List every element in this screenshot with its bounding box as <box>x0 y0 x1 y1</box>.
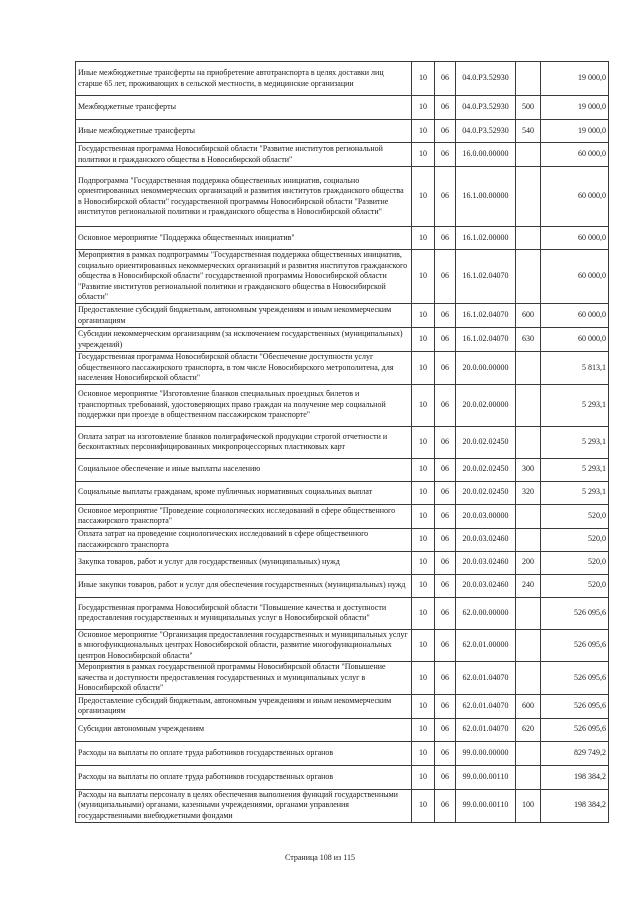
amount-value: 520,0 <box>541 528 609 551</box>
expense-type-code: 600 <box>516 694 541 718</box>
table-row <box>76 765 609 789</box>
budget-item-name: Иные закупки товаров, работ и услуг для обеспечения государственных (муниципальных) нужд <box>76 574 412 597</box>
target-article-code: 62.0.01.04070 <box>456 694 516 718</box>
amount-value: 829 749,2 <box>541 741 609 765</box>
budget-item-name: Оплата затрат на изготовление бланков полиграфической продукции строгой отчетности и бесконтактных персонифицированных микропроцессорных пластиковых карт <box>76 426 412 458</box>
target-article-code: 20.0.02.02450 <box>456 458 516 481</box>
table-row <box>76 328 609 352</box>
budget-item-name: Иные межбюджетные трансферты <box>76 120 412 143</box>
expense-type-code <box>516 250 541 304</box>
table-row <box>76 304 609 328</box>
table-row <box>76 96 609 120</box>
budget-item-name: Основное мероприятие "Проведение социологических исследований в сфере общественного пассажирского транспорта" <box>76 504 412 528</box>
expense-type-code: 320 <box>516 481 541 504</box>
expense-type-code: 620 <box>516 718 541 741</box>
section-code: 10 <box>412 328 435 352</box>
expense-type-code <box>516 426 541 458</box>
target-article-code: 99.0.00.00110 <box>456 789 516 822</box>
subsection-code: 06 <box>435 765 456 789</box>
budget-item-name: Иные межбюджетные трансферты на приобретение автотранспорта в целях доставки лиц старше 65 лет, проживающих в сельской местности, в медицинские организации <box>76 62 412 96</box>
subsection-code: 06 <box>435 96 456 120</box>
target-article-code: 99.0.00.00110 <box>456 765 516 789</box>
expense-type-code: 600 <box>516 304 541 328</box>
table-row <box>76 662 609 695</box>
target-article-code: 16.1.02.04070 <box>456 304 516 328</box>
table-row <box>76 62 609 96</box>
subsection-code: 06 <box>435 426 456 458</box>
budget-item-name: Подпрограмма "Государственная поддержка общественных инициатив, социально ориентированных некоммерческих организаций и развития институтов гражданского общества в Новосибирской области" государственной программы Новосибирской области "Развитие институтов региональной политики и гражданского общества в Новосибирской области" <box>76 167 412 227</box>
expense-type-code <box>516 597 541 629</box>
table-row <box>76 167 609 227</box>
subsection-code: 06 <box>435 120 456 143</box>
budget-item-name: Расходы на выплаты по оплате труда работников государственных органов <box>76 741 412 765</box>
amount-value: 198 384,2 <box>541 765 609 789</box>
expense-type-code <box>516 352 541 385</box>
table-row <box>76 250 609 304</box>
budget-item-name: Государственная программа Новосибирской области "Повышение качества и доступности предоставления государственных и муниципальных услуг в Новосибирской области" <box>76 597 412 629</box>
amount-value: 526 095,6 <box>541 718 609 741</box>
amount-value: 198 384,2 <box>541 789 609 822</box>
section-code: 10 <box>412 765 435 789</box>
target-article-code: 20.0.00.00000 <box>456 352 516 385</box>
section-code: 10 <box>412 481 435 504</box>
amount-value: 19 000,0 <box>541 62 609 96</box>
table-row <box>76 694 609 718</box>
budget-table-body <box>76 62 609 823</box>
subsection-code: 06 <box>435 574 456 597</box>
section-code: 10 <box>412 120 435 143</box>
target-article-code: 20.0.02.02450 <box>456 481 516 504</box>
section-code: 10 <box>412 597 435 629</box>
subsection-code: 06 <box>435 143 456 167</box>
table-row <box>76 458 609 481</box>
amount-value: 5 293,1 <box>541 384 609 426</box>
subsection-code: 06 <box>435 662 456 695</box>
target-article-code: 20.0.03.02460 <box>456 574 516 597</box>
table-row <box>76 143 609 167</box>
section-code: 10 <box>412 574 435 597</box>
section-code: 10 <box>412 352 435 385</box>
expense-type-code <box>516 629 541 662</box>
section-code: 10 <box>412 789 435 822</box>
amount-value: 60 000,0 <box>541 304 609 328</box>
amount-value: 5 293,1 <box>541 458 609 481</box>
amount-value: 526 095,6 <box>541 597 609 629</box>
budget-item-name: Закупка товаров, работ и услуг для государственных (муниципальных) нужд <box>76 551 412 574</box>
table-row <box>76 597 609 629</box>
expense-type-code <box>516 384 541 426</box>
expense-type-code <box>516 662 541 695</box>
section-code: 10 <box>412 718 435 741</box>
subsection-code: 06 <box>435 304 456 328</box>
table-row <box>76 352 609 385</box>
table-row <box>76 718 609 741</box>
expense-type-code <box>516 741 541 765</box>
subsection-code: 06 <box>435 551 456 574</box>
target-article-code: 20.0.03.00000 <box>456 504 516 528</box>
target-article-code: 16.0.00.00000 <box>456 143 516 167</box>
budget-item-name: Социальные выплаты гражданам, кроме публичных нормативных социальных выплат <box>76 481 412 504</box>
section-code: 10 <box>412 167 435 227</box>
budget-item-name: Основное мероприятие "Поддержка общественных инициатив" <box>76 227 412 250</box>
amount-value: 19 000,0 <box>541 96 609 120</box>
amount-value: 60 000,0 <box>541 167 609 227</box>
budget-item-name: Государственная программа Новосибирской области "Развитие институтов региональной политики и гражданского общества в Новосибирской области" <box>76 143 412 167</box>
budget-item-name: Оплата затрат на проведение социологических исследований в сфере общественного пассажирского транспорта <box>76 528 412 551</box>
amount-value: 5 813,1 <box>541 352 609 385</box>
subsection-code: 06 <box>435 227 456 250</box>
amount-value: 60 000,0 <box>541 328 609 352</box>
budget-item-name: Расходы на выплаты персоналу в целях обеспечения выполнения функций государственными (муниципальными) органами, казенными учреждениями, органами управления государственными внебюджетными фондами <box>76 789 412 822</box>
section-code: 10 <box>412 694 435 718</box>
table-row <box>76 574 609 597</box>
section-code: 10 <box>412 304 435 328</box>
subsection-code: 06 <box>435 504 456 528</box>
subsection-code: 06 <box>435 718 456 741</box>
target-article-code: 20.0.03.02460 <box>456 551 516 574</box>
table-row <box>76 504 609 528</box>
target-article-code: 16.1.02.04070 <box>456 250 516 304</box>
section-code: 10 <box>412 629 435 662</box>
expense-type-code: 240 <box>516 574 541 597</box>
expense-type-code: 630 <box>516 328 541 352</box>
budget-item-name: Предоставление субсидий бюджетным, автономным учреждениям и иным некоммерческим организациям <box>76 304 412 328</box>
section-code: 10 <box>412 62 435 96</box>
section-code: 10 <box>412 662 435 695</box>
subsection-code: 06 <box>435 694 456 718</box>
amount-value: 5 293,1 <box>541 481 609 504</box>
table-row <box>76 120 609 143</box>
section-code: 10 <box>412 458 435 481</box>
amount-value: 60 000,0 <box>541 250 609 304</box>
section-code: 10 <box>412 741 435 765</box>
target-article-code: 20.0.03.02460 <box>456 528 516 551</box>
target-article-code: 04.0.Р3.52930 <box>456 96 516 120</box>
budget-item-name: Государственная программа Новосибирской области "Обеспечение доступности услуг общественного пассажирского транспорта, в том числе Новосибирского метрополитена, для населения Новосибирской области" <box>76 352 412 385</box>
expense-type-code <box>516 528 541 551</box>
table-row <box>76 789 609 822</box>
budget-item-name: Субсидии некоммерческим организациям (за исключением государственных (муниципальных) учреждений) <box>76 328 412 352</box>
amount-value: 60 000,0 <box>541 143 609 167</box>
amount-value: 5 293,1 <box>541 426 609 458</box>
section-code: 10 <box>412 96 435 120</box>
subsection-code: 06 <box>435 528 456 551</box>
budget-table <box>75 61 609 823</box>
expense-type-code <box>516 765 541 789</box>
target-article-code: 04.0.Р3.52930 <box>456 120 516 143</box>
expense-type-code <box>516 227 541 250</box>
target-article-code: 16.1.02.00000 <box>456 227 516 250</box>
budget-item-name: Расходы на выплаты по оплате труда работников государственных органов <box>76 765 412 789</box>
table-row <box>76 227 609 250</box>
section-code: 10 <box>412 551 435 574</box>
subsection-code: 06 <box>435 741 456 765</box>
section-code: 10 <box>412 504 435 528</box>
expense-type-code: 100 <box>516 789 541 822</box>
subsection-code: 06 <box>435 629 456 662</box>
budget-item-name: Мероприятия в рамках государственной программы Новосибирской области "Повышение качества и доступности предоставления государственных и муниципальных услуг в Новосибирской области" <box>76 662 412 695</box>
section-code: 10 <box>412 143 435 167</box>
budget-item-name: Социальное обеспечение и иные выплаты населению <box>76 458 412 481</box>
subsection-code: 06 <box>435 597 456 629</box>
amount-value: 19 000,0 <box>541 120 609 143</box>
section-code: 10 <box>412 528 435 551</box>
subsection-code: 06 <box>435 384 456 426</box>
expense-type-code: 500 <box>516 96 541 120</box>
amount-value: 60 000,0 <box>541 227 609 250</box>
expense-type-code: 200 <box>516 551 541 574</box>
table-row <box>76 629 609 662</box>
expense-type-code <box>516 62 541 96</box>
target-article-code: 20.0.02.00000 <box>456 384 516 426</box>
expense-type-code <box>516 143 541 167</box>
subsection-code: 06 <box>435 352 456 385</box>
table-row <box>76 741 609 765</box>
subsection-code: 06 <box>435 458 456 481</box>
target-article-code: 62.0.01.04070 <box>456 662 516 695</box>
table-row <box>76 481 609 504</box>
target-article-code: 62.0.01.04070 <box>456 718 516 741</box>
subsection-code: 06 <box>435 62 456 96</box>
subsection-code: 06 <box>435 328 456 352</box>
budget-item-name: Основное мероприятие "Организация предоставления государственных и муниципальных услуг в многофункциональных центрах Новосибирской области, развитие многофункциональных центров Новосибирской области" <box>76 629 412 662</box>
expense-type-code: 300 <box>516 458 541 481</box>
table-row <box>76 528 609 551</box>
amount-value: 520,0 <box>541 504 609 528</box>
amount-value: 526 095,6 <box>541 694 609 718</box>
section-code: 10 <box>412 227 435 250</box>
amount-value: 520,0 <box>541 551 609 574</box>
subsection-code: 06 <box>435 250 456 304</box>
amount-value: 526 095,6 <box>541 662 609 695</box>
subsection-code: 06 <box>435 789 456 822</box>
target-article-code: 16.1.00.00000 <box>456 167 516 227</box>
expense-type-code <box>516 504 541 528</box>
budget-item-name: Основное мероприятие "Изготовление бланков специальных проездных билетов и транспортных требований, удостоверяющих право граждан на получение мер социальной поддержки при проезде в общественном пассажирском транспорте" <box>76 384 412 426</box>
target-article-code: 99.0.00.00000 <box>456 741 516 765</box>
section-code: 10 <box>412 426 435 458</box>
table-row <box>76 426 609 458</box>
target-article-code: 04.0.Р3.52930 <box>456 62 516 96</box>
target-article-code: 62.0.00.00000 <box>456 597 516 629</box>
budget-item-name: Предоставление субсидий бюджетным, автономным учреждениям и иным некоммерческим организациям <box>76 694 412 718</box>
budget-item-name: Мероприятия в рамках подпрограммы "Государственная поддержка общественных инициатив, социально ориентированных некоммерческих организаций и развития институтов гражданского общества в Новосибирской области" государственной программы Новосибирской области "Развитие институтов региональной политики и гражданского общества в Новосибирской области" <box>76 250 412 304</box>
table-row <box>76 384 609 426</box>
table-row <box>76 551 609 574</box>
subsection-code: 06 <box>435 167 456 227</box>
target-article-code: 20.0.02.02450 <box>456 426 516 458</box>
amount-value: 520,0 <box>541 574 609 597</box>
target-article-code: 62.0.01.00000 <box>456 629 516 662</box>
amount-value: 526 095,6 <box>541 629 609 662</box>
section-code: 10 <box>412 250 435 304</box>
expense-type-code <box>516 167 541 227</box>
expense-type-code: 540 <box>516 120 541 143</box>
budget-item-name: Субсидии автономным учреждениям <box>76 718 412 741</box>
target-article-code: 16.1.02.04070 <box>456 328 516 352</box>
section-code: 10 <box>412 384 435 426</box>
page-number: Страница 108 из 115 <box>285 853 355 862</box>
budget-item-name: Межбюджетные трансферты <box>76 96 412 120</box>
subsection-code: 06 <box>435 481 456 504</box>
